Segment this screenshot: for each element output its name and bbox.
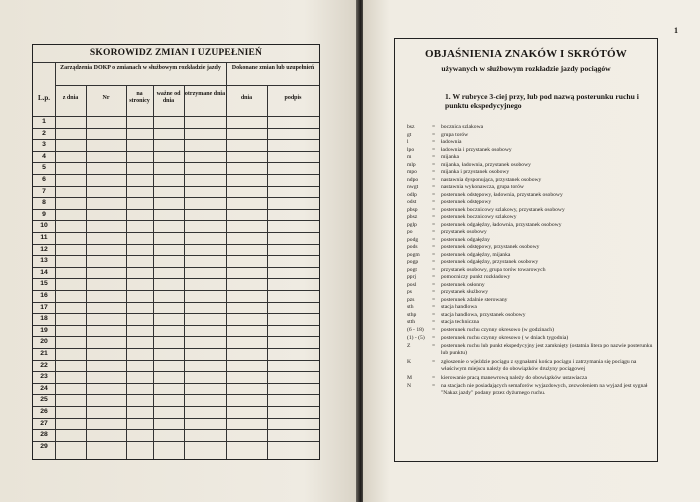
- row-number: 7: [42, 187, 46, 195]
- legend-definition: pomocniczy punkt rozkładowy: [441, 274, 511, 280]
- row-number: 11: [40, 234, 48, 241]
- row-number: 21: [40, 350, 48, 357]
- legend-equals: =: [432, 161, 436, 168]
- legend-equals: =: [432, 375, 436, 381]
- legend-equals: =: [432, 244, 436, 250]
- legend-definition: stacja techniczna: [441, 319, 480, 325]
- legend-abbr: bsz: [407, 124, 415, 130]
- legend-equals: =: [432, 383, 436, 389]
- legend-definition: stacja handlowa: [441, 304, 477, 310]
- row-line: [33, 186, 319, 187]
- row-number: 17: [40, 303, 48, 311]
- legend-equals: =: [432, 154, 436, 160]
- col-line: [86, 85, 87, 459]
- col-line: [153, 85, 154, 459]
- legend-definition: posterunek odgałęźny, przystanek osobowy: [441, 259, 539, 265]
- row-number: 24: [40, 384, 48, 392]
- legend-abbr: mpo: [407, 169, 417, 175]
- row-line: [33, 325, 319, 326]
- row-number: 20: [40, 338, 48, 346]
- legend-abbr: posl: [407, 281, 417, 288]
- legend-abbr: pbsp: [407, 206, 418, 213]
- legend-definition: posterunek ruchu czynny okresowo (w godzinach): [441, 326, 554, 333]
- legend-abbr: (1) - (5): [407, 335, 425, 341]
- legend-definition: posterunek bocznicowy szlakowy: [441, 214, 517, 220]
- row-number: 29: [40, 442, 48, 450]
- legend-definition: posterunek odstępowy, przystanek osobowy: [441, 244, 540, 250]
- legend-equals: =: [432, 214, 436, 220]
- row-number: 2: [42, 129, 46, 137]
- legend-equals: =: [432, 146, 436, 153]
- legend-equals: =: [432, 206, 436, 213]
- header-group-changes: Zarządzenia DOKP o zmianach w służbowym rozkładzie jazdy: [60, 65, 221, 71]
- row-line: [33, 406, 319, 407]
- legend-abbr: pogm: [407, 251, 420, 258]
- legend-definition: mijanka i przystanek osobowy: [441, 169, 510, 175]
- legend-abbr: po: [407, 229, 413, 235]
- row-number: 13: [40, 257, 48, 265]
- legend-abbr: M: [407, 375, 412, 381]
- col-line: [267, 85, 268, 459]
- row-line: [33, 220, 319, 221]
- legend-equals: =: [432, 251, 436, 258]
- row-number: 26: [40, 408, 48, 415]
- legend-definition: mijanka, ładownia, przystanek osobowy: [441, 161, 531, 168]
- row-number: 3: [42, 141, 46, 149]
- legend-abbr: gt: [407, 131, 412, 138]
- legend-definition: nastawnia dysponująca, przystanek osobowy: [441, 176, 542, 183]
- legend-definition: posterunek ruchu czynny okresowo ( w dniach tygodnia): [441, 335, 569, 341]
- legend-definition: posterunek ruchu lub punkt ekspedycyjny jest zamknięty (ostatnia litera po nazwie posterunku lub punktu): [441, 343, 653, 357]
- legend-definition: na stacjach nie posiadających semaforów wyjazdowych, zezwoleniem na wyjazd jest sygnał "Nakaz jazdy" podany przez dyżurnego ruchu.: [441, 383, 648, 397]
- legend-abbr: odst: [407, 199, 417, 205]
- row-number: 12: [40, 245, 48, 253]
- legend-abbr: lpo: [407, 146, 415, 153]
- legend-definition: grupa torów: [441, 131, 469, 138]
- legend-definition: posterunek osłonny: [441, 281, 485, 288]
- legend-abbr: Z: [407, 343, 411, 349]
- row-line: [33, 197, 319, 198]
- header-lp: L.p.: [37, 94, 51, 102]
- header-z-dnia: z dnia: [62, 95, 79, 101]
- legend-abbr: ps: [407, 289, 412, 295]
- row-line: [33, 371, 319, 372]
- header-podpis: podpis: [284, 95, 302, 101]
- row-number: 23: [40, 373, 48, 381]
- legend-equals: =: [432, 176, 436, 183]
- row-line: [33, 255, 319, 256]
- legend-definition: zgłoszenie o wjeździe pociągu z sygnałami końca pociągu i zatrzymania się pociągu na właściwym miejscu należy do obowiązków drużyny pociągowej: [441, 359, 637, 373]
- legend-definition: stacja handlowa, przystanek osobowy: [441, 311, 526, 318]
- legend-equals: =: [432, 296, 436, 303]
- legend-equals: =: [432, 124, 436, 130]
- page-number: 1: [674, 26, 678, 35]
- row-line: [33, 151, 319, 152]
- legend-definition: mijanka: [441, 154, 460, 160]
- legend-equals: =: [432, 259, 436, 265]
- col-line: [126, 85, 127, 459]
- changes-register-table: [32, 44, 320, 460]
- legend-abbr: sthp: [407, 311, 417, 318]
- legend-subtitle: używanych w służbowym rozkładzie jazdy pociągów: [441, 64, 611, 73]
- legend-equals: =: [432, 319, 436, 325]
- row-number: 25: [40, 396, 48, 404]
- legend-definition: przystanek osobowy, grupa torów towarowych: [441, 266, 546, 273]
- legend-equals: =: [432, 359, 436, 365]
- row-line: [33, 313, 319, 314]
- col-line: [55, 62, 56, 459]
- subheader-divider-left: [55, 85, 226, 86]
- row-line: [33, 278, 319, 279]
- legend-definition: posterunek zdalnie sterowany: [441, 296, 508, 303]
- row-line: [33, 232, 319, 233]
- legend-box: [394, 38, 658, 462]
- row-line: [33, 139, 319, 140]
- legend-equals: =: [432, 169, 436, 175]
- legend-definition: ładownia i przystanek osobowy: [441, 146, 512, 153]
- legend-equals: =: [432, 335, 436, 341]
- title-divider: [33, 62, 319, 63]
- row-number: 5: [42, 164, 46, 172]
- legend-equals: =: [432, 199, 436, 205]
- right-page: [363, 0, 700, 502]
- legend-abbr: pogt: [407, 266, 417, 273]
- header-group-done: Dokonane zmian lub uzupełnień: [231, 65, 315, 71]
- row-number: 9: [42, 210, 46, 218]
- legend-equals: =: [432, 289, 436, 295]
- col-line: [226, 62, 227, 459]
- header-otrzymane-dnia: otrzymane dnia: [184, 91, 226, 97]
- row-number: 28: [40, 431, 48, 439]
- row-number: 10: [40, 222, 48, 230]
- row-line: [33, 336, 319, 337]
- col-line: [184, 85, 185, 459]
- legend-equals: =: [432, 191, 436, 198]
- legend-equals: =: [432, 236, 436, 243]
- section-heading: 1. W rubryce 3-ciej przy, lub pod nazwą posterunku ruchu i punktu ekspedycyjnego: [445, 92, 639, 110]
- legend-definition: posterunek odgałęźny, mijanka: [441, 251, 511, 258]
- legend-abbr: sth: [407, 304, 414, 310]
- row-line: [33, 418, 319, 419]
- row-line: [33, 441, 319, 442]
- row-number: 1: [42, 118, 46, 125]
- legend-title: OBJAŚNIENIA ZNAKÓW I SKRÓTÓW: [425, 48, 627, 60]
- legend-definition: posterunek odstępowy: [441, 199, 492, 205]
- row-number: 14: [40, 268, 48, 276]
- legend-abbr: m: [407, 154, 412, 160]
- header-wazne-od-dnia: ważne od dnia: [156, 91, 181, 104]
- row-number: 22: [40, 361, 48, 369]
- legend-abbr: N: [407, 383, 412, 389]
- header-dnia: dnia: [240, 95, 253, 101]
- legend-definition: posterunek odstępowy, ładownia, przystanek osobowy: [441, 191, 563, 198]
- legend-abbr: stth: [407, 319, 416, 325]
- row-line: [33, 360, 319, 361]
- row-line: [33, 174, 319, 175]
- row-line: [33, 394, 319, 395]
- subheader-divider-right: [226, 85, 319, 86]
- legend-abbr: ndpo: [407, 176, 419, 183]
- row-line: [33, 302, 319, 303]
- row-line: [33, 267, 319, 268]
- legend-definition: bocznica szlakowa: [441, 124, 484, 130]
- legend-abbr: pbsz: [407, 214, 418, 220]
- legend-abbr: K: [407, 359, 412, 365]
- legend-definition: przystanek osobowy: [441, 229, 487, 235]
- legend-equals: =: [432, 326, 436, 333]
- legend-equals: =: [432, 221, 436, 228]
- legend-equals: =: [432, 274, 436, 280]
- legend-definition: przystanek służbowy: [441, 289, 489, 295]
- legend-definition: posterunek odgałęźny, ładownia, przystanek osobowy: [441, 221, 562, 228]
- legend-abbr: podg: [407, 236, 419, 243]
- legend-equals: =: [432, 281, 436, 288]
- row-number: 19: [40, 326, 48, 334]
- legend-abbr: l: [407, 139, 409, 145]
- row-line: [33, 162, 319, 163]
- row-number: 15: [40, 280, 48, 288]
- row-number: 6: [42, 176, 46, 183]
- legend-definition: nastawnia wykonawcza, grupa torów: [441, 184, 524, 190]
- legend-abbr: nwgt: [407, 184, 419, 190]
- legend-definition: ładownia: [441, 139, 462, 145]
- header-nr: Nr: [102, 95, 110, 101]
- legend-equals: =: [432, 311, 436, 318]
- row-line: [33, 116, 319, 117]
- row-line: [33, 209, 319, 210]
- legend-definition: posterunek odgałęźny: [441, 236, 490, 243]
- row-line: [33, 348, 319, 349]
- legend-abbr: odlp: [407, 191, 417, 198]
- row-line: [33, 128, 319, 129]
- legend-equals: =: [432, 266, 436, 273]
- legend-definition: kierowanie pracą manewrową należy do obowiązków ustawiacza: [441, 375, 587, 381]
- row-number: 4: [42, 152, 46, 160]
- row-number: 16: [40, 292, 48, 299]
- legend-abbr: pprj: [407, 274, 417, 280]
- legend-equals: =: [432, 131, 436, 138]
- row-number: 27: [40, 419, 48, 427]
- legend-equals: =: [432, 304, 436, 310]
- legend-abbr: pglp: [407, 221, 417, 228]
- legend-abbr: mlp: [407, 161, 416, 168]
- legend-equals: =: [432, 343, 436, 349]
- legend-abbr: pzs: [407, 296, 415, 303]
- row-number: 8: [42, 199, 46, 207]
- legend-abbr: (6 - 18): [407, 326, 424, 333]
- legend-definition: posterunek bocznicowy szlakowy, przystanek osobowy: [441, 206, 565, 213]
- row-line: [33, 244, 319, 245]
- row-line: [33, 383, 319, 384]
- legend-equals: =: [432, 139, 436, 145]
- legend-equals: =: [432, 184, 436, 190]
- legend-abbr: pogp: [407, 259, 419, 265]
- row-number: 18: [40, 315, 48, 323]
- legend-equals: =: [432, 229, 436, 235]
- register-title: SKOROWIDZ ZMIAN I UZUPEŁNIEŃ: [89, 48, 263, 58]
- row-line: [33, 290, 319, 291]
- legend-abbr: pods: [407, 244, 418, 250]
- row-line: [33, 429, 319, 430]
- header-na-stronicy: na stronicy: [129, 91, 150, 104]
